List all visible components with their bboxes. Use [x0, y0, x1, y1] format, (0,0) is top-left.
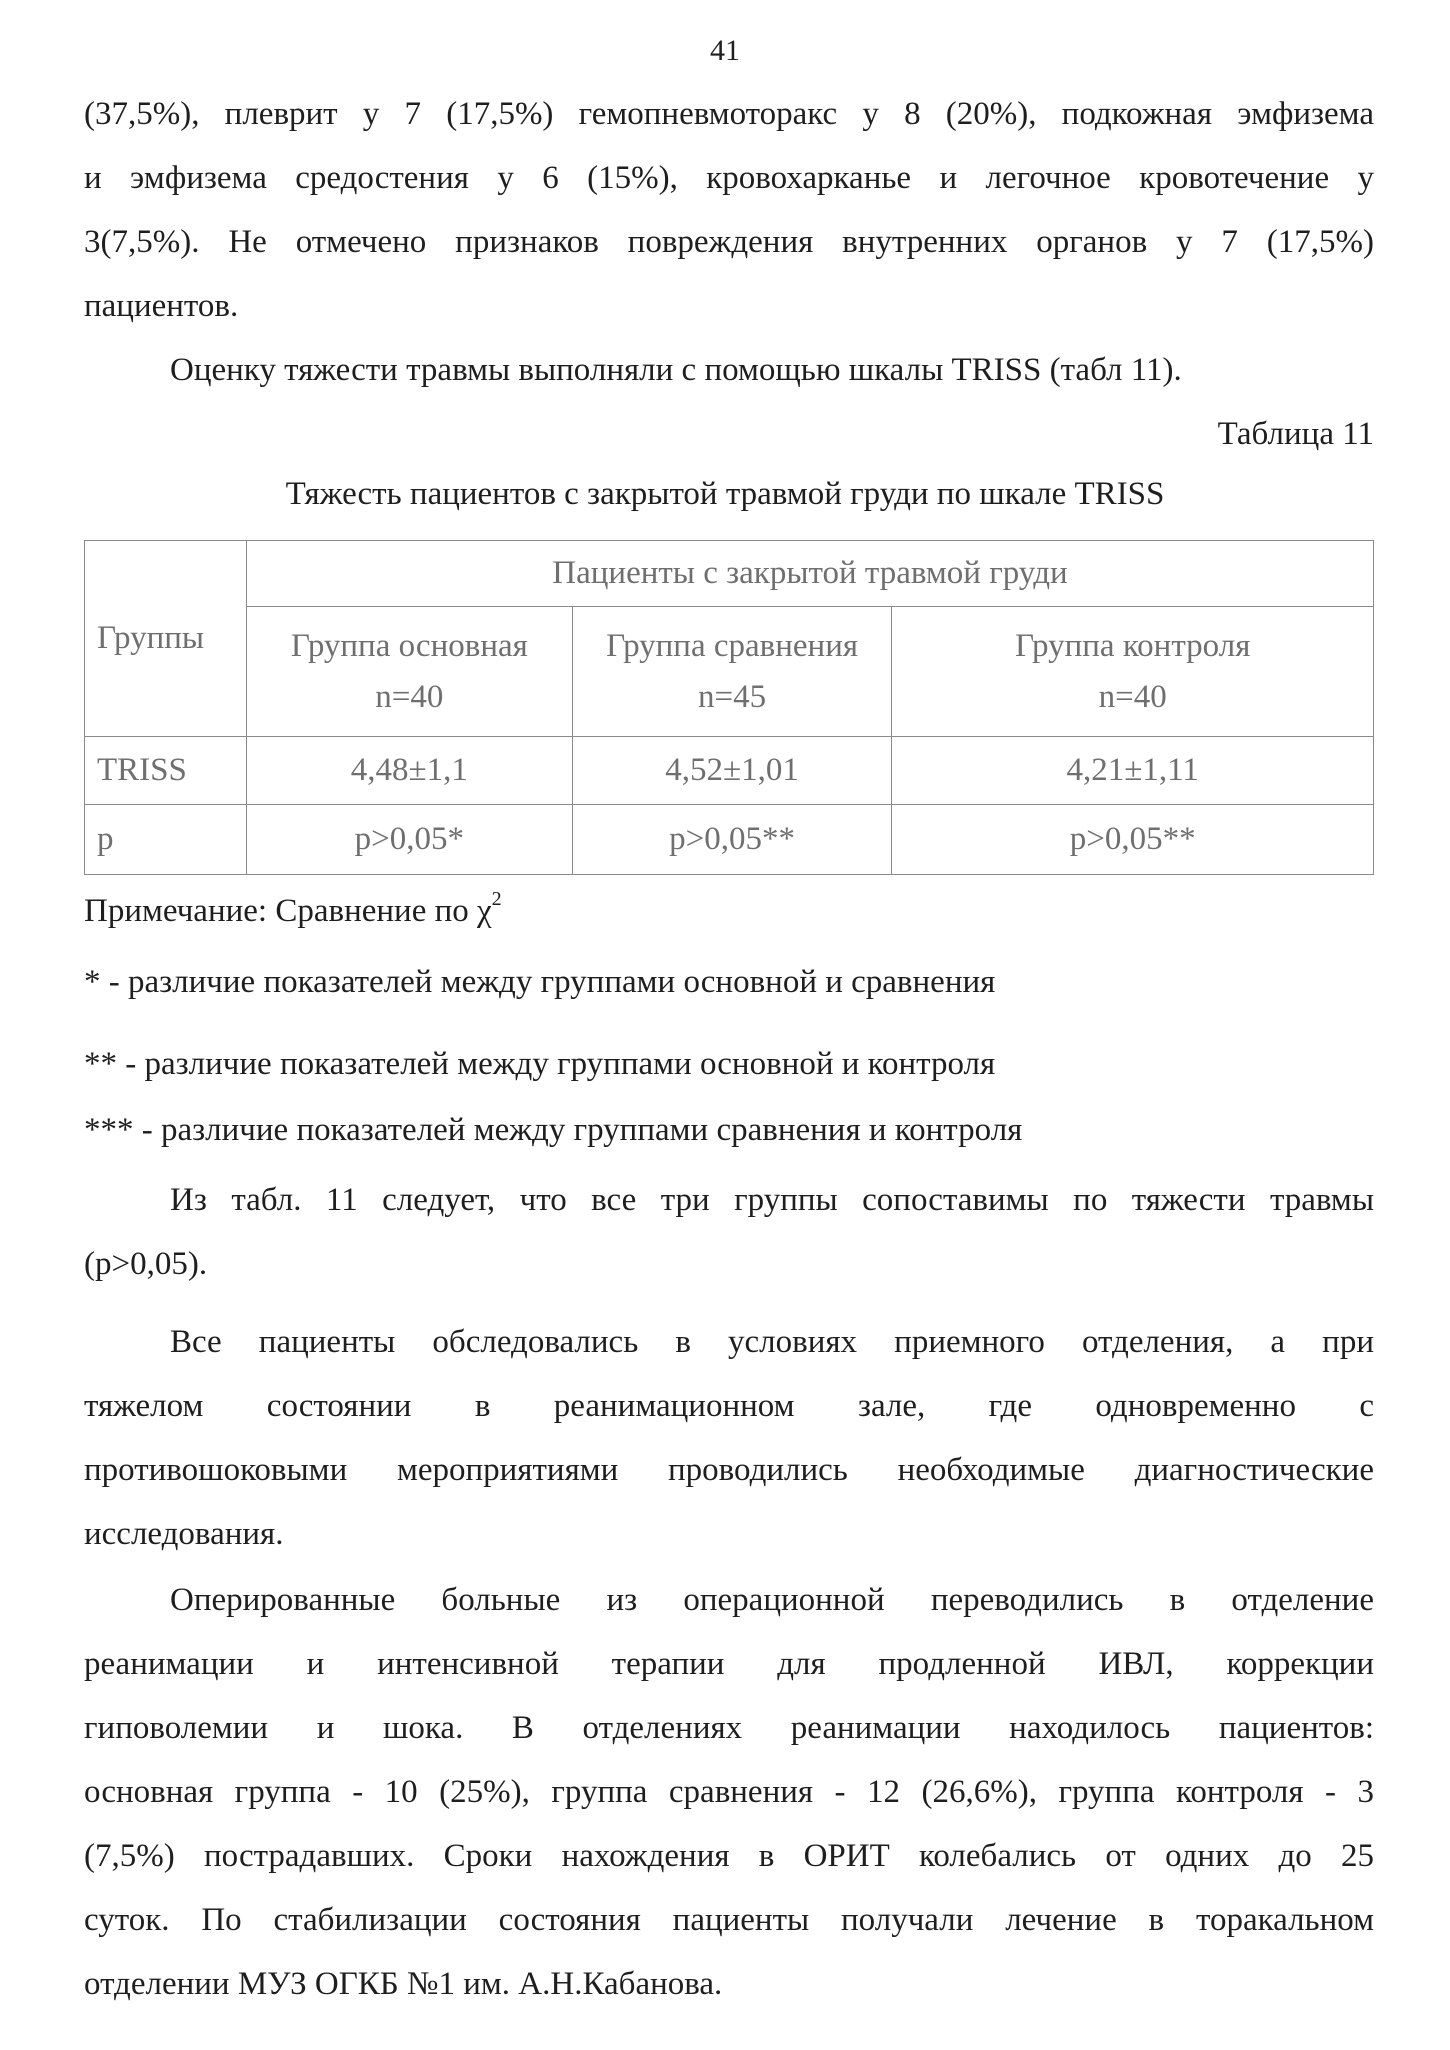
column-header-control: Группа контроля n=40: [892, 607, 1374, 737]
text-line: отделении МУЗ ОГКБ №1 им. А.Н.Кабанова.: [84, 1966, 723, 2002]
text-line: (37,5%), плеврит у 7 (17,5%) гемопневмоторакс у 8 (20%), подкожная эмфизема: [84, 96, 1374, 132]
paragraph-injuries: [84, 82, 1374, 338]
column-header-comparison: Группа сравнения n=45: [572, 607, 892, 737]
text-line: Оценку тяжести травмы выполняли с помощью шкалы TRISS (табл 11).: [170, 352, 1182, 388]
footnote-1: * - различие показателей между группами основной и сравнения: [84, 964, 996, 1000]
table-label: Таблица 11: [1217, 416, 1374, 452]
footnote-3: *** - различие показателей между группами сравнения и контроля: [84, 1112, 1023, 1148]
paragraph-examination: [84, 1310, 1374, 1566]
table-row-p: [85, 805, 1374, 875]
paragraph-postoperative: [84, 1568, 1374, 2016]
row-label: p: [85, 805, 247, 875]
table-cell: p>0,05**: [572, 805, 892, 875]
table-cell: 4,21±1,11: [892, 737, 1374, 805]
group-header-cell: Пациенты с закрытой травмой груди: [246, 541, 1373, 607]
table-title: Тяжесть пациентов с закрытой травмой груди по шкале TRISS: [285, 476, 1165, 512]
table-row-triss: [85, 737, 1374, 805]
text-line: суток. По стабилизации состояния пациенты получали лечение в торакальном: [84, 1902, 1374, 1938]
table-cell: 4,48±1,1: [246, 737, 572, 805]
table-cell: 4,52±1,01: [572, 737, 892, 805]
footnote-2: ** - различие показателей между группами основной и контроля: [84, 1046, 996, 1082]
text-line: (7,5%) пострадавших. Сроки нахождения в ОРИТ колебались от одних до 25: [84, 1838, 1374, 1874]
chi-square-superscript: 2: [491, 888, 502, 910]
text-line: реанимации и интенсивной терапии для продленной ИВЛ, коррекции: [84, 1646, 1374, 1682]
text-line: Из табл. 11 следует, что все три группы сопоставимы по тяжести травмы: [170, 1182, 1374, 1218]
text-line: 3(7,5%). Не отмечено признаков повреждения внутренних органов у 7 (17,5%): [84, 224, 1374, 260]
text-line: Все пациенты обследовались в условиях приемного отделения, а при: [170, 1324, 1374, 1360]
text-line: тяжелом состоянии в реанимационном зале, где одновременно с: [84, 1388, 1374, 1424]
text-line: Оперированные больные из операционной переводились в отделение: [170, 1582, 1374, 1618]
table-remark: Примечание: Сравнение по $\chi^2$: [84, 888, 502, 929]
triss-table: [84, 540, 1374, 875]
text-line: гиповолемии и шока. В отделениях реанимации находилось пациентов:: [84, 1710, 1374, 1746]
page-number: 41: [710, 34, 740, 67]
text-line: и эмфизема средостения у 6 (15%), кровохарканье и легочное кровотечение у: [84, 160, 1374, 196]
text-line: основная группа - 10 (25%), группа сравнения - 12 (26,6%), группа контроля - 3: [84, 1774, 1374, 1810]
paragraph-triss-intro: [84, 338, 1374, 402]
text-line: (p>0,05).: [84, 1246, 208, 1282]
text-line: противошоковыми мероприятиями проводились необходимые диагностические: [84, 1452, 1374, 1488]
row-label: TRISS: [85, 737, 247, 805]
text-line: исследования.: [84, 1516, 284, 1552]
text-line: пациентов.: [84, 288, 239, 324]
paragraph-conclusion: [84, 1168, 1374, 1296]
table-cell: p>0,05*: [246, 805, 572, 875]
table-cell: p>0,05**: [892, 805, 1374, 875]
column-header-main: Группа основная n=40: [246, 607, 572, 737]
row-header-cell: Группы: [85, 541, 247, 737]
